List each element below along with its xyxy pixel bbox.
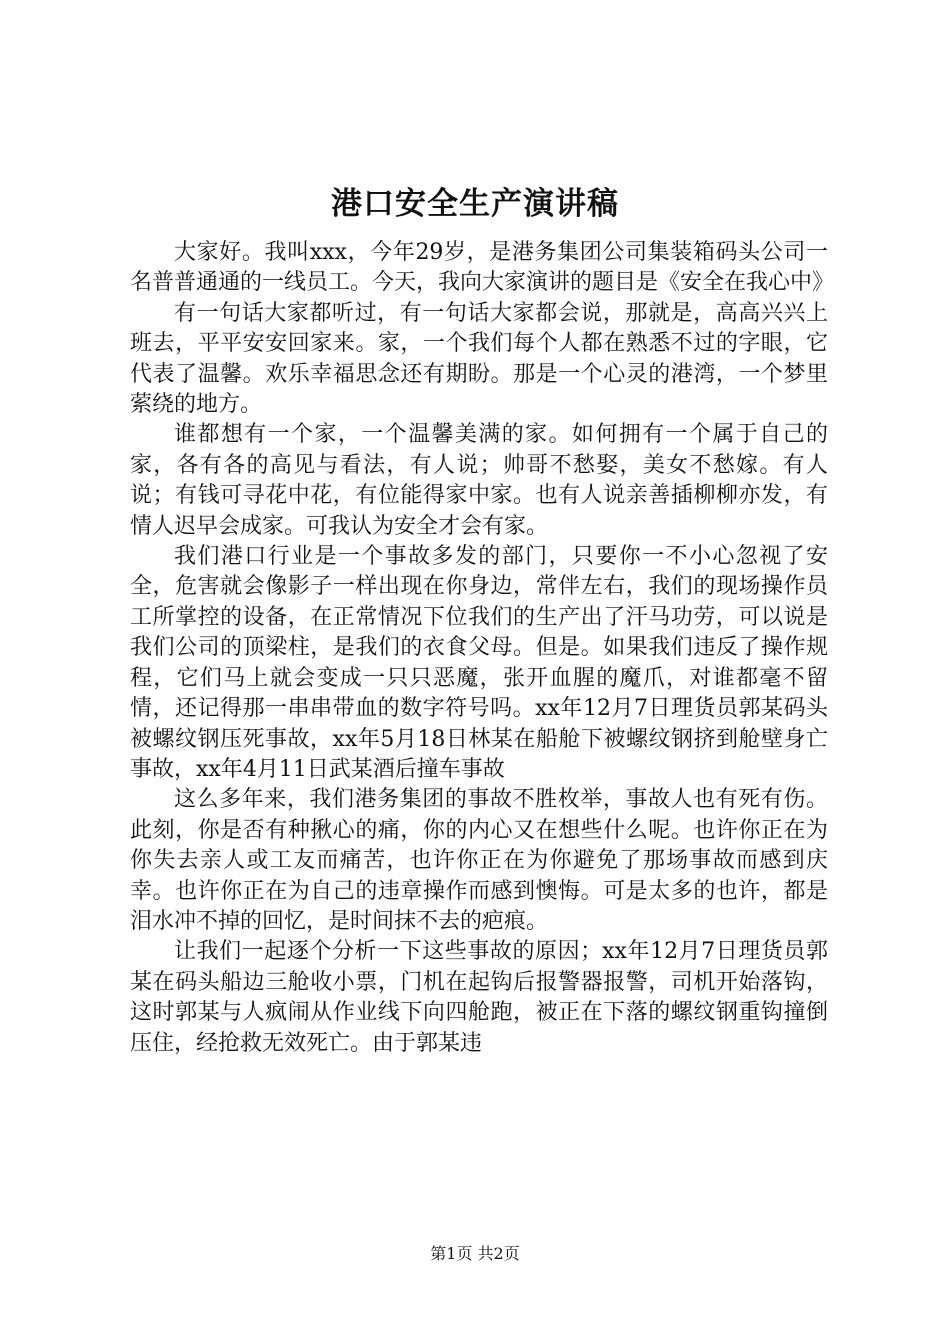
paragraph: 让我们一起逐个分析一下这些事故的原因；xx年12月7日理货员郭某在码头船边三舱收小票，门机在起钩后报警器报警，司机开始落钩，这时郭某与人疯闹从作业线下向四舱跑，被正在下落的螺纹钢重钩撞倒压住，经抢救无效死亡。由于郭某违 <box>130 939 828 1056</box>
document-title: 港口安全生产演讲稿 <box>331 186 619 222</box>
page-number-footer: 第1页 共2页 <box>430 1244 520 1263</box>
paragraph: 谁都想有一个家，一个温馨美满的家。如何拥有一个属于自己的家，各有各的高见与看法，有人说；帅哥不愁娶，美女不愁嫁。有人说；有钱可寻花中花，有位能得家中家。也有人说亲善插柳柳亦发，有情人迟早会成家。可我认为安全才会有家。 <box>130 422 828 539</box>
document-body <box>130 238 835 1059</box>
paragraph: 有一句话大家都听过，有一句话大家都会说，那就是，高高兴兴上班去，平平安安回家来。家，一个我们每个人都在熟悉不过的字眼，它代表了温馨。欢乐幸福思念还有期盼。那是一个心灵的港湾，一个梦里萦绕的地方。 <box>130 300 828 418</box>
paragraph: 大家好。我叫xxx，今年29岁，是港务集团公司集装箱码头公司一名普普通通的一线员工。今天，我向大家演讲的题目是《安全在我心中》 <box>130 240 835 296</box>
paragraph: 我们港口行业是一个事故多发的部门，只要你一不小心忽视了安全，危害就会像影子一样出现在你身边，常伴左右，我们的现场操作员工所掌控的设备，在正常情况下位我们的生产出了汗马功劳，可以说是我们公司的顶梁柱，是我们的衣食父母。但是。如果我们违反了操作规程，它们马上就会变成一只只恶魔，张开血腥的魔爪，对谁都毫不留情，还记得那一串串带血的数字符号吗。xx年12月7日理货员郭某码头被螺纹钢压死事故，xx年5月18日林某在船舱下被螺纹钢挤到舱壁身亡事故，xx年4月11日武某酒后撞车事故 <box>130 544 828 782</box>
paragraph: 这么多年来，我们港务集团的事故不胜枚举，事故人也有死有伤。此刻，你是否有种揪心的痛，你的内心又在想些什么呢。也许你正在为你失去亲人或工友而痛苦，也许你正在为你避免了那场事故而感到庆幸。也许你正在为自己的违章操作而感到懊悔。可是太多的也许，都是泪水冲不掉的回忆，是时间抹不去的疤痕。 <box>130 787 828 934</box>
